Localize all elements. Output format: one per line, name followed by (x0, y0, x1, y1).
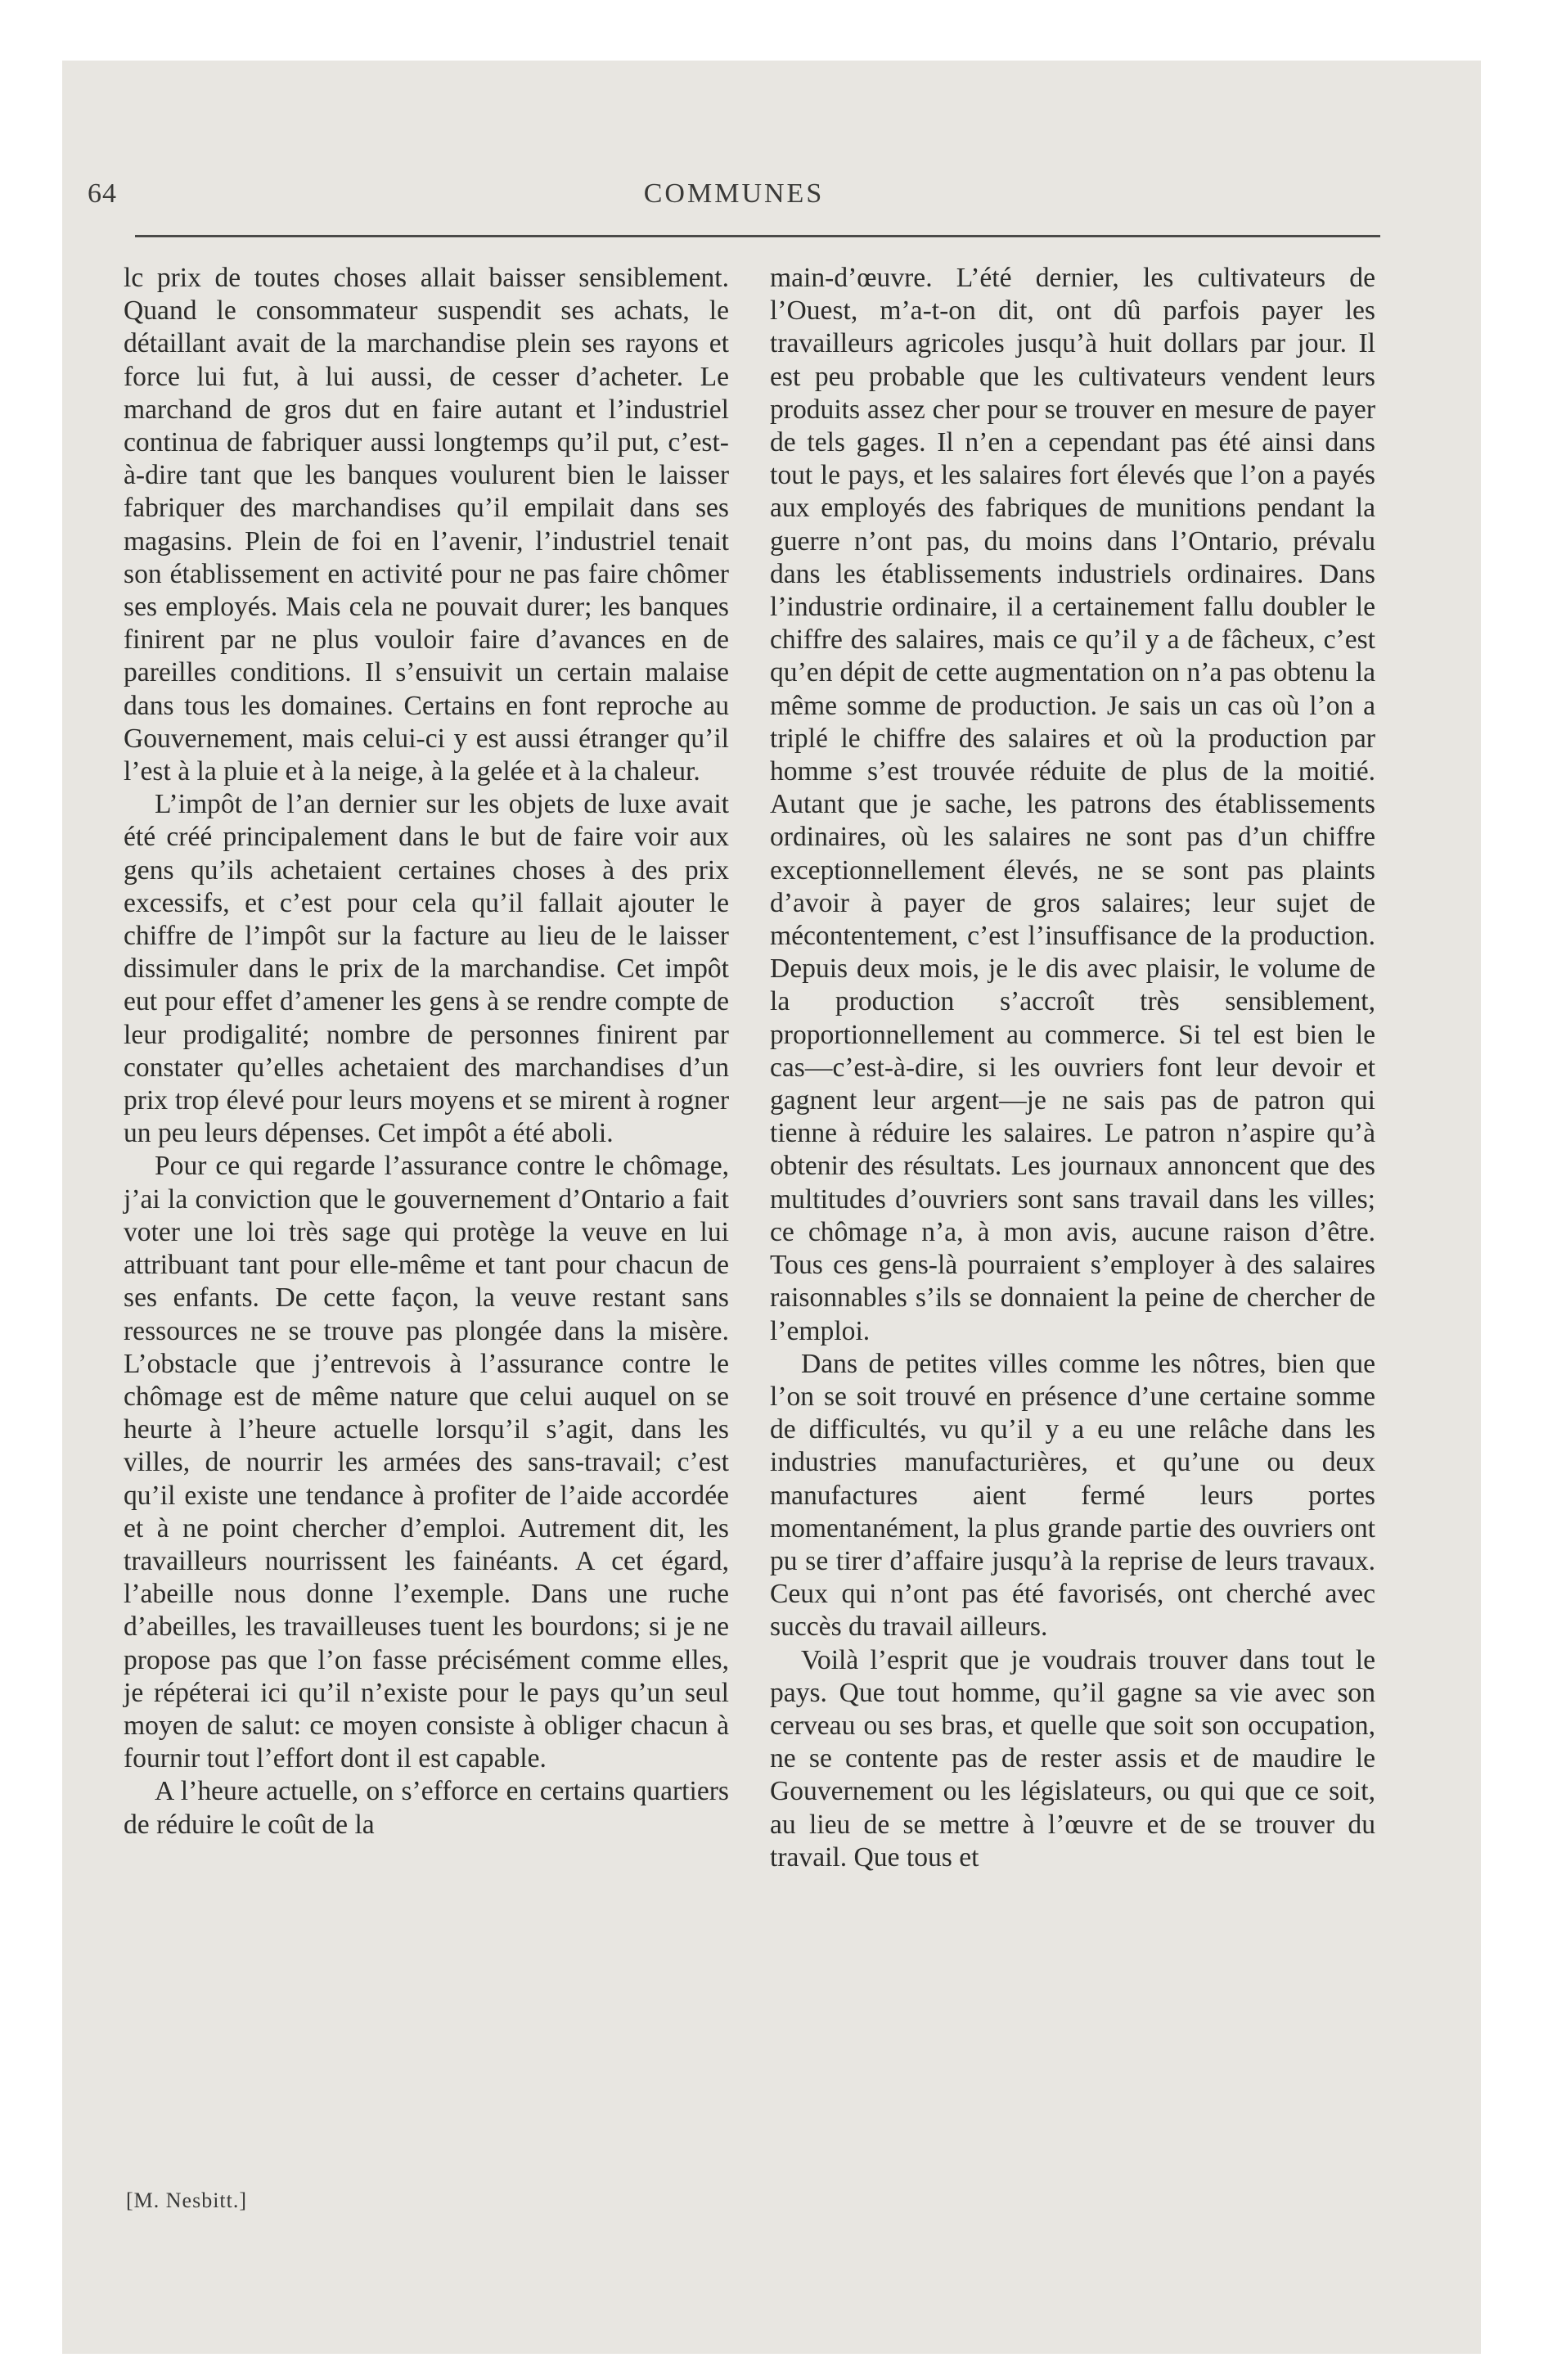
paragraph: Voilà l’esprit que je voudrais trouver dans tout le pays. Que tout homme, qu’il gagne sa vie avec son cerveau ou ses bras, et quelle que soit son occupation, ne se contente pas de rester assis et de maudire le Gouvernement ou les législateurs, ou qui que ce soit, au lieu de se mettre à l’œuvre et de se trouver du travail. Que tous et (770, 1644, 1375, 1873)
page-header (88, 178, 1380, 228)
paragraph: lc prix de toutes choses allait baisser sensiblement. Quand le consommateur suspendit ses achats, le détaillant avait de la marchandise plein ses rayons et force lui fut, à lui aussi, de cesser d’acheter. Le marchand de gros dut en faire autant et l’industriel continua de fabriquer aussi longtemps qu’il put, c’est-à-dire tant que les banques voulurent bien le laisser fabriquer des marchandises qu’il empilait dans ses magasins. Plein de foi en l’avenir, l’industriel tenait son établissement en activité pour ne pas faire chômer ses employés. Mais cela ne pouvait durer; les banques finirent par ne plus vouloir faire d’avances en de pareilles conditions. Il s’ensuivit un certain malaise dans tous les domaines. Certains en font reproche au Gouvernement, mais celui-ci y est aussi étranger qu’il l’est à la pluie et à la neige, à la gelée et à la chaleur. (124, 263, 729, 787)
speaker-signature: [M. Nesbitt.] (126, 2188, 248, 2212)
header-rule (135, 235, 1380, 237)
paragraph: L’impôt de l’an dernier sur les objets de luxe avait été créé principalement dans le but de faire voir aux gens qu’ils achetaient certaines choses à des prix excessifs, et c’est pour cela qu’il fallait ajouter le chiffre de l’impôt sur la facture au lieu de le laisser dissimuler dans le prix de la marchandise. Cet impôt eut pour effet d’amener les gens à se rendre compte de leur prodigalité; nombre de personnes finirent par constater qu’elles achetaient des marchandises d’un prix trop élevé pour leurs moyens et se mirent à rogner un peu leurs dépenses. Cet impôt a été aboli. (124, 789, 729, 1149)
running-head: COMMUNES (643, 178, 825, 209)
left-column (124, 262, 729, 1841)
paragraph: Dans de petites villes comme les nôtres, bien que l’on se soit trouvé en présence d’une certaine somme de difficultés, vu qu’il y a eu une relâche dans les industries manufacturières, et qu’une ou deux manufactures aient fermé leurs portes momentanément, la plus grande partie des ouvriers ont pu se tirer d’affaire jusqu’à la reprise de leurs travaux. Ceux qui n’ont pas été favorisés, ont cherché avec succès du travail ailleurs. (770, 1348, 1375, 1643)
right-column (770, 262, 1375, 1874)
paragraph: A l’heure actuelle, on s’efforce en certains quartiers de réduire le coût de la (124, 1776, 729, 1840)
paragraph: Pour ce qui regarde l’assurance contre le chômage, j’ai la conviction que le gouvernement d’Ontario a fait voter une loi très sage qui protège la veuve en lui attribuant tant pour elle-même et tant pour chacun de ses enfants. De cette façon, la veuve restant sans ressources ne se trouve pas plongée dans la misère. L’obstacle que j’entrevois à l’assurance contre le chômage est de même nature que celui auquel on se heurte à l’heure actuelle lorsqu’il s’agit, dans les villes, de nourrir les armées des sans-travail; c’est qu’il existe une tendance à profiter de l’aide accordée et à ne point chercher d’emploi. Autrement dit, les travailleurs nourrissent les fainéants. A cet égard, l’abeille nous donne l’exemple. Dans une ruche d’abeilles, les travailleuses tuent les bourdons; si je ne propose pas que l’on fasse précisément comme elles, je répéterai ici qu’il n’existe pour le pays qu’un seul moyen de salut: ce moyen consiste à obliger chacun à fournir tout l’effort dont il est capable. (124, 1151, 729, 1774)
page-number: 64 (88, 178, 117, 209)
paragraph: main-d’œuvre. L’été dernier, les cultivateurs de l’Ouest, m’a-t-on dit, ont dû parfois payer les travailleurs agricoles jusqu’à huit dollars par jour. Il est peu probable que les cultivateurs vendent leurs produits assez cher pour se trouver en mesure de payer de tels gages. Il n’en a cependant pas été ainsi dans tout le pays, et les salaires fort élevés que l’on a payés aux employés des fabriques de munitions pendant la guerre n’ont pas, du moins dans l’Ontario, prévalu dans les établissements industriels ordinaires. Dans l’industrie ordinaire, il a certainement fallu doubler le chiffre des salaires, mais ce qu’il y a de fâcheux, c’est qu’en dépit de cette augmentation on n’a pas obtenu la même somme de production. Je sais un cas où l’on a triplé le chiffre des salaires et où la production par homme s’est trouvée réduite de plus de la moitié. Autant que je sache, les patrons des établissements ordinaires, où les salaires ne sont pas d’un chiffre exceptionnellement élevés, ne se sont pas plaints d’avoir à payer de gros salaires; leur sujet de mécontentement, c’est l’insuffisance de la production. Depuis deux mois, je le dis avec plaisir, le volume de la production s’accroît très sensiblement, proportionnellement au commerce. Si tel est bien le cas—c’est-à-dire, si les ouvriers font leur devoir et gagnent leur argent—je ne sais pas de patron qui tienne à réduire les salaires. Le patron n’aspire qu’à obtenir des résultats. Les journaux annoncent que des multitudes d’ouvriers sont sans travail dans les villes; ce chômage n’a, à mon avis, aucune raison d’être. Tous ces gens-là pourraient s’employer à des salaires raisonnables s’ils se donnaient la peine de chercher de l’emploi. (770, 263, 1375, 1346)
